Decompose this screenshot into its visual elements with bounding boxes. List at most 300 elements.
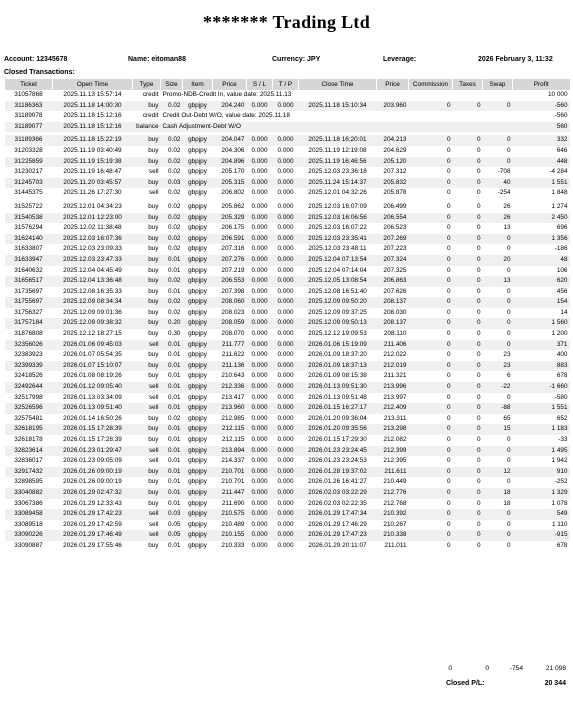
table-cell: gbpjpy (183, 403, 213, 414)
table-cell: 2026.01.09 18:37:20 (308, 351, 367, 359)
table-cell: 6 (506, 372, 511, 380)
table-cell: 0.000 (251, 478, 268, 486)
table-row (5, 188, 570, 199)
table-cell: 210.267 (383, 520, 407, 528)
table-cell: 0.000 (247, 297, 273, 308)
table-cell: 0.000 (273, 234, 299, 245)
table-cell: buy (133, 213, 161, 224)
table-cell: 0 (409, 446, 453, 457)
table-cell: buy (133, 157, 161, 168)
table-cell: 0 (453, 157, 483, 168)
table-cell: gbpjpy (188, 351, 207, 359)
table-cell: Promo-NDB-Credit In, value date: 2025.11.13 (162, 91, 292, 98)
table-cell: 212.336 (213, 382, 247, 393)
table-cell: 2025.12.12 19:09:53 (308, 330, 367, 338)
table-cell: 20 (483, 255, 513, 266)
table-cell: 32492644 (5, 382, 53, 393)
table-cell: 646 (556, 146, 568, 154)
table-cell: 0.000 (251, 351, 268, 359)
table-row (5, 435, 570, 446)
table-cell: 205.120 (377, 157, 409, 168)
column-header: Item (183, 79, 213, 90)
table-cell: 210.333 (221, 541, 245, 549)
table-cell: 0.000 (251, 224, 268, 232)
table-cell: 0 (453, 530, 483, 541)
table-cell: 0.000 (247, 276, 273, 287)
table-row (5, 101, 570, 112)
table-cell: gbpjpy (183, 213, 213, 224)
table-cell: 0 (453, 361, 483, 372)
table-cell: 32526596 (5, 403, 53, 414)
table-cell: 211.777 (213, 340, 247, 351)
table-cell: 0 (506, 287, 511, 295)
table-cell: gbpjpy (188, 457, 207, 465)
table-cell: 2025.12.12 18:27:15 (63, 330, 122, 338)
table-cell: 1 495 (513, 446, 570, 457)
table-cell: 0.000 (247, 446, 273, 457)
table-cell: 31189078 (14, 112, 43, 120)
table-cell: 2025.11.13 15:57:14 (63, 91, 122, 98)
table-cell: 2 450 (513, 213, 570, 224)
table-cell: 2026.01.13 09:51:48 (308, 393, 367, 401)
table-cell: 0.05 (168, 520, 181, 528)
table-cell: 0.01 (161, 446, 183, 457)
table-cell: gbpjpy (188, 372, 207, 380)
table-cell: 0.000 (247, 424, 273, 435)
table-cell: 0 (483, 135, 513, 146)
table-cell: 2026.01.29 17:47:23 (299, 530, 377, 541)
table-cell: 0.01 (168, 541, 181, 549)
table-cell: 0 (506, 520, 511, 528)
table-row (5, 424, 570, 435)
table-cell: 32517998 (14, 393, 43, 401)
column-header: Commission (409, 79, 453, 90)
table-cell: 23 (483, 361, 513, 372)
table-cell: 210.489 (221, 520, 245, 528)
table-cell: 0 (476, 224, 481, 232)
table-cell: 0 (506, 393, 511, 401)
table-cell: 0.000 (277, 245, 294, 253)
table-cell: 208.070 (221, 330, 245, 338)
table-cell: 2025.11.26 17:27:30 (63, 189, 122, 197)
table-row (5, 403, 570, 414)
table-cell: 2026.01.23 01:29:47 (53, 446, 133, 457)
account-leverage: Leverage: (383, 56, 417, 63)
table-cell: 210.155 (213, 530, 247, 541)
table-row (5, 234, 570, 245)
table-cell: 0.000 (277, 520, 294, 528)
table-cell: 0 (453, 178, 483, 189)
table-cell: 0 (446, 168, 451, 176)
table-cell: 0.000 (251, 202, 268, 210)
table-cell: 2025.12.04 07:13:54 (299, 255, 377, 266)
table-cell: 205.170 (221, 168, 245, 176)
table-cell: 0 (409, 488, 453, 499)
table-cell: 1 848 (551, 189, 568, 197)
table-cell: 31186363 (5, 101, 53, 112)
table-cell: 206.499 (383, 202, 407, 210)
table-cell: 13 (483, 276, 513, 287)
table-row (5, 287, 570, 298)
table-row (5, 178, 570, 189)
table-cell: 0 (446, 372, 451, 380)
table-row (5, 223, 570, 234)
table-cell: 2025.12.01 04:34:23 (63, 202, 122, 210)
table-cell: 0.01 (161, 340, 183, 351)
table-cell: 0 (446, 520, 451, 528)
table-cell: 0.02 (161, 135, 183, 146)
table-cell: 2026.01.13 09:51:40 (53, 403, 133, 414)
table-cell: 0.03 (161, 178, 183, 189)
table-cell: 32836017 (14, 457, 43, 465)
table-row (5, 456, 570, 467)
table-cell: 0.01 (168, 499, 181, 507)
table-cell: gbpjpy (183, 276, 213, 287)
table-cell: 212.768 (383, 499, 407, 507)
table-cell: buy (133, 255, 161, 266)
table-cell: gbpjpy (188, 499, 207, 507)
table-cell: 0.000 (277, 146, 294, 154)
column-header: Price (377, 79, 409, 90)
table-row (5, 414, 570, 425)
table-cell: buy (148, 499, 159, 507)
table-cell: 206.175 (221, 224, 245, 232)
table-cell: 0.000 (277, 266, 294, 274)
table-cell: 371 (513, 340, 570, 351)
table-cell: 0.000 (247, 213, 273, 224)
table-cell: 0.000 (273, 382, 299, 393)
table-cell: 0.30 (168, 330, 181, 338)
table-cell: 2026.01.20 09:36:04 (308, 414, 367, 422)
table-cell: 1 329 (513, 488, 570, 499)
table-cell: 203.960 (377, 101, 409, 112)
table-cell: 33089518 (14, 520, 43, 528)
table-cell: 0 (453, 424, 483, 435)
table-cell: 0.000 (277, 393, 294, 401)
table-row (5, 509, 570, 520)
table-cell: gbpjpy (183, 318, 213, 329)
table-cell: 0.000 (273, 361, 299, 372)
table-cell: 0.01 (168, 457, 181, 465)
table-cell: 210.643 (221, 372, 245, 380)
table-cell: gbpjpy (183, 101, 213, 112)
table-cell: 0.01 (161, 361, 183, 372)
table-cell: 652 (556, 414, 568, 422)
table-cell: gbpjpy (183, 340, 213, 351)
closed-transactions-label: Closed Transactions: (4, 69, 75, 76)
table-cell: 0 (483, 446, 513, 457)
table-cell: 213.311 (383, 414, 407, 422)
table-cell: 2026.01.29 17:46:29 (308, 520, 367, 528)
table-row (5, 499, 570, 510)
table-cell: 1 551 (513, 403, 570, 414)
table-cell: 0.000 (251, 287, 268, 295)
table-cell: 0.01 (168, 393, 181, 401)
table-cell: 0 (453, 403, 483, 414)
table-cell: 31735697 (14, 287, 43, 295)
table-cell: 2025.11.18 15:22:19 (53, 135, 133, 146)
table-cell: 0 (453, 446, 483, 457)
table-cell: 0 (409, 178, 453, 189)
table-cell: 0 (446, 308, 451, 316)
table-cell: 0.000 (247, 255, 273, 266)
table-cell: 332 (513, 135, 570, 146)
table-cell: gbpjpy (188, 541, 207, 549)
table-cell: 0 (409, 213, 453, 224)
table-row (5, 276, 570, 287)
table-cell: sell (133, 446, 161, 457)
table-cell: 0.000 (247, 340, 273, 351)
table-cell: buy (148, 308, 159, 316)
table-cell: 31230217 (14, 168, 43, 176)
table-cell: 32399339 (5, 361, 53, 372)
table-cell: 31757184 (5, 318, 53, 329)
column-header: Size (161, 79, 183, 90)
table-cell: buy (148, 436, 159, 443)
table-cell: 2026.01.29 17:47:34 (299, 509, 377, 520)
table-cell: -915 (513, 530, 570, 541)
table-cell: 0 (409, 340, 453, 351)
table-cell: 206.802 (221, 189, 245, 197)
table-cell: 33067386 (14, 499, 43, 507)
table-cell: 0.000 (277, 189, 294, 197)
table-cell: 213.996 (377, 382, 409, 393)
column-header: Open Time (53, 79, 133, 90)
column-header: Price (213, 79, 247, 90)
table-cell: 0.02 (161, 213, 183, 224)
table-cell: balance (133, 122, 161, 133)
table-cell: 2025.12.09 09:38:32 (53, 318, 133, 329)
table-cell: 0.000 (277, 224, 294, 232)
table-cell: sell (133, 340, 161, 351)
table-cell: 212.115 (221, 436, 245, 443)
table-cell: gbpjpy (188, 436, 207, 443)
table-cell: 0.02 (161, 297, 183, 308)
closed-pl-label: Closed P/L: (446, 680, 485, 687)
table-cell: 212.395 (383, 457, 407, 465)
table-cell: 0 (483, 340, 513, 351)
table-row (5, 350, 570, 361)
account-currency: Currency: JPY (272, 56, 321, 63)
table-cell: 2025.12.03 16:07:09 (308, 202, 367, 210)
table-cell: 208.023 (221, 308, 245, 316)
table-cell: 0.01 (168, 266, 181, 274)
table-cell: 31756327 (14, 308, 43, 316)
table-cell: 2026.01.15 16:27:17 (299, 403, 377, 414)
table-cell: 0.01 (161, 403, 183, 414)
table-cell: 212.399 (377, 446, 409, 457)
table-cell: 0.000 (273, 467, 299, 478)
table-cell: 2025.12.09 09:50:20 (299, 297, 377, 308)
table-cell: 2026.01.09 08:15:38 (308, 372, 367, 380)
table-cell: 207.626 (383, 287, 407, 295)
table-cell: 0.000 (273, 340, 299, 351)
table-cell: 0 (506, 436, 511, 443)
table-cell: 32418526 (14, 372, 43, 380)
table-cell: 0.000 (277, 287, 294, 295)
table-cell: 0.000 (277, 414, 294, 422)
table-cell: gbpjpy (183, 135, 213, 146)
table-cell: 31576294 (14, 224, 43, 232)
table-cell: 0.000 (273, 157, 299, 168)
table-cell: 0.02 (168, 308, 181, 316)
table-cell: 208.137 (377, 318, 409, 329)
table-cell: 0 (453, 234, 483, 245)
table-cell: 0 (453, 509, 483, 520)
table-row (5, 393, 570, 404)
table-cell: 32823614 (5, 446, 53, 457)
table-cell: 0.01 (161, 382, 183, 393)
table-cell: 204.306 (221, 146, 245, 154)
table-cell: 2025.12.04 07:14:04 (308, 266, 367, 274)
table-cell: 0 (476, 520, 481, 528)
table-cell: 2025.12.08 16:51:40 (308, 287, 367, 295)
table-cell: 0.000 (247, 157, 273, 168)
table-cell: 0 (446, 414, 451, 422)
table-cell: 2026.01.13 03:34:09 (63, 393, 122, 401)
table-cell: 0.000 (277, 457, 294, 465)
table-cell: 32618195 (5, 424, 53, 435)
table-cell: 207.316 (221, 245, 245, 253)
table-cell: 0 (446, 224, 451, 232)
table-cell: 0.000 (247, 467, 273, 478)
table-cell: 0.000 (273, 318, 299, 329)
table-cell: 2025.11.18 16:20:01 (299, 135, 377, 146)
table-cell: 2025.12.03 23:48:11 (308, 245, 367, 253)
table-cell: 0 (453, 340, 483, 351)
table-cell: 31245703 (5, 178, 53, 189)
table-cell: 678 (556, 541, 568, 549)
table-cell: 207.276 (213, 255, 247, 266)
table-cell: 205.878 (383, 189, 407, 197)
table-cell: 0.000 (247, 488, 273, 499)
table-cell: 2025.11.18 14:00:30 (53, 101, 133, 112)
table-cell: 0.01 (168, 436, 181, 443)
table-row (5, 477, 570, 488)
report-date: 2026 February 3, 11:32 (478, 56, 553, 63)
table-cell: 2025.11.24 15:14:37 (299, 178, 377, 189)
table-cell: 2025.12.04 13:36:48 (53, 276, 133, 287)
table-cell: buy (148, 287, 159, 295)
table-cell: 0 (446, 266, 451, 274)
table-cell: -708 (497, 168, 511, 176)
table-cell: 0.02 (168, 202, 181, 210)
table-cell: 0 (409, 467, 453, 478)
table-cell: 32383923 (14, 351, 43, 359)
table-cell: 18 (483, 488, 513, 499)
table-cell: 0 (446, 457, 451, 465)
table-cell: 31225859 (5, 157, 53, 168)
table-cell: 0.000 (277, 351, 294, 359)
table-cell: 0.02 (168, 168, 181, 176)
table-cell: -1 660 (513, 382, 570, 393)
table-cell: 2026.01.26 09:00:19 (53, 467, 133, 478)
table-cell: 0.000 (273, 530, 299, 541)
table-row (5, 308, 570, 319)
table-cell: gbpjpy (188, 189, 207, 197)
table-cell: 0 (476, 330, 481, 338)
table-cell: 0 (446, 287, 451, 295)
table-cell: 0.000 (273, 403, 299, 414)
table-cell: 211.447 (213, 488, 247, 499)
table-cell: gbpjpy (188, 287, 207, 295)
table-cell: 0 (476, 393, 481, 401)
table-cell: 0 (476, 372, 481, 380)
table-cell: 1 274 (551, 202, 568, 210)
table-cell: Cash Adjustment-Debt W/O (161, 122, 513, 133)
table-cell: gbpjpy (183, 178, 213, 189)
table-cell: 0.000 (277, 541, 294, 549)
table-cell: 0.000 (277, 436, 294, 443)
table-cell: 213.960 (213, 403, 247, 414)
table-cell: 0.000 (247, 234, 273, 245)
table-cell: 214.337 (221, 457, 245, 465)
table-cell: 2025.11.19 12:19:08 (308, 146, 367, 154)
table-cell: 0 (446, 245, 451, 253)
table-cell: -22 (483, 382, 513, 393)
column-header: S / L (247, 79, 273, 90)
table-row (5, 146, 570, 157)
table-cell: 0.000 (251, 330, 268, 338)
table-cell: 2025.12.01 04:32:26 (308, 189, 367, 197)
table-cell: sell (148, 520, 159, 528)
table-cell: buy (148, 414, 159, 422)
table-cell: 204.047 (213, 135, 247, 146)
table-cell: 0.01 (168, 287, 181, 295)
table-cell: 0 (476, 351, 481, 359)
table-cell: 207.398 (221, 287, 245, 295)
table-cell: 0 (483, 318, 513, 329)
table-cell: -580 (554, 393, 568, 401)
table-cell: 0.000 (247, 403, 273, 414)
table-cell: buy (148, 146, 159, 154)
table-cell: 211.622 (221, 351, 245, 359)
table-cell: gbpjpy (188, 520, 207, 528)
table-cell: 0 (409, 318, 453, 329)
table-cell: buy (133, 297, 161, 308)
table-cell: 213.298 (377, 424, 409, 435)
table-cell: 0 (409, 255, 453, 266)
table-cell: 31876808 (14, 330, 43, 338)
table-cell: 0.000 (251, 499, 268, 507)
table-cell: 0.02 (161, 101, 183, 112)
table-cell: 0.02 (168, 245, 181, 253)
table-cell: 0.02 (168, 224, 181, 232)
table-cell: 2026.01.23 09:05:09 (63, 457, 122, 465)
table-cell: 31633807 (14, 245, 43, 253)
table-cell: 910 (513, 467, 570, 478)
table-cell: 207.219 (221, 266, 245, 274)
table-cell: 0 (476, 189, 481, 197)
table-cell: gbpjpy (188, 266, 207, 274)
table-cell: gbpjpy (188, 146, 207, 154)
table-cell: 0.000 (251, 266, 268, 274)
table-cell: 0 (476, 541, 481, 549)
table-cell: 0.000 (273, 255, 299, 266)
table-cell: 207.223 (383, 245, 407, 253)
table-cell: 0 (476, 436, 481, 443)
table-cell: 40 (483, 178, 513, 189)
table-cell: 0.000 (251, 168, 268, 176)
table-cell: 0.000 (251, 189, 268, 197)
table-cell: 0.02 (168, 414, 181, 422)
table-cell: 0.01 (168, 478, 181, 486)
table-cell: 0 (506, 308, 511, 316)
table-row (5, 135, 570, 146)
table-cell: 211.136 (213, 361, 247, 372)
table-cell: 0 (506, 330, 511, 338)
table-cell: 206.523 (383, 224, 407, 232)
